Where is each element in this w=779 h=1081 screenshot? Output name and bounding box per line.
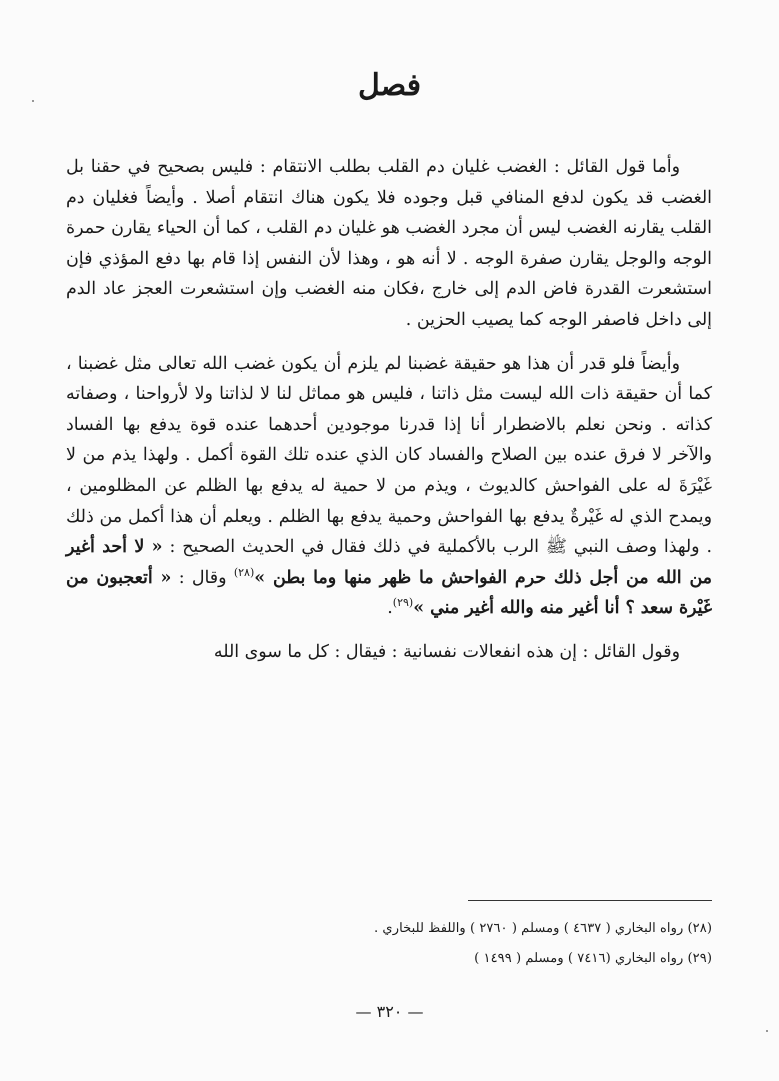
footnote-28: (٢٨) رواه البخاري ( ٤٦٣٧ ) ومسلم ( ٢٧٦٠ ) واللفظ للبخاري .	[374, 921, 712, 936]
paragraph-3: وقول القائل : إن هذه انفعالات نفسانية : فيقال : كل ما سوى الله	[213, 641, 680, 662]
paragraph-2-end: .	[387, 598, 393, 619]
scan-speck	[766, 1030, 768, 1032]
scan-speck	[32, 100, 34, 102]
footnotes	[66, 914, 712, 974]
footnote-divider	[468, 900, 712, 901]
paragraph-2-text: وأيضاً فلو قدر أن هذا هو حقيقة غضبنا لم يلزم أن يكون غضب الله تعالى مثل غضبنا ، كما أن حقيقة ذات الله ليست مثل ذاتنا ، فليس هو مماثل لنا لا لذاتنا ولا لأرواحنا ، وصفاته كذاته . ونحن نعلم بالاضطرار أنا إذا قدرنا موجودين أحدهما عنده قوة يدفع بها الفساد والآخر لا فرق عنده بين الصلاح والفساد كان الذي عنده تلك القوة أكمل . ولهذا يذم من لا غَيْرَةَ له على الفواحش كالديوث ، ويذم من لا حمية له يدفع بها الظلم عن المظلومين ، ويمدح الذي له غَيْرةٌ يدفع بها الفواحش وحمية يدفع بها الظلم . ويعلم أن هذا أكمل من ذلك . ولهذا وصف النبي ﷺ الرب بالأكملية في ذلك فقال في الحديث الصحيح :	[66, 353, 712, 558]
footnote-29: (٢٩) رواه البخاري (٧٤١٦ ) ومسلم ( ١٤٩٩ )	[474, 951, 712, 966]
hadith-quote-1: « لا أحد أغير من الله من أجل ذلك حرم الفواحش ما ظهر منها وما بطن »	[66, 537, 712, 588]
footnote-ref-28: (٢٨)	[233, 565, 255, 579]
page-number: — ٣٢٠ —	[355, 1002, 424, 1021]
hadith-quote-2: « أتعجبون من غَيْرة سعد ؟ أنا أغير منه والله أغير مني »	[66, 567, 712, 619]
paragraph-1: وأما قول القائل : الغضب غليان دم القلب بطلب الانتقام : فليس بصحيح في حقنا بل الغضب قد يكون لدفع المنافي قبل وجوده فلا يكون هناك انتقام أصلا . وأيضاً فغليان دم القلب يقارنه الغضب ليس أن مجرد الغضب هو غليان دم القلب ، كما أن الحياء يقارن حمرة الوجه والوجل يقارن صفرة الوجه . لا أنه هو ، وهذا لأن النفس إذا قام بها دفع المؤذي فإن استشعرت القدرة فاض الدم إلى خارج ،فكان منه الغضب وإن استشعرت العجز عاد الدم إلى داخل فاصفر الوجه كما يصيب الحزين .	[66, 157, 712, 330]
footnote-ref-29: (٢٩)	[392, 596, 414, 610]
paragraph-2-connector: وقال :	[178, 567, 234, 588]
paragraph-2	[66, 349, 712, 624]
section-title: فصل	[357, 68, 422, 103]
main-text	[66, 152, 712, 681]
